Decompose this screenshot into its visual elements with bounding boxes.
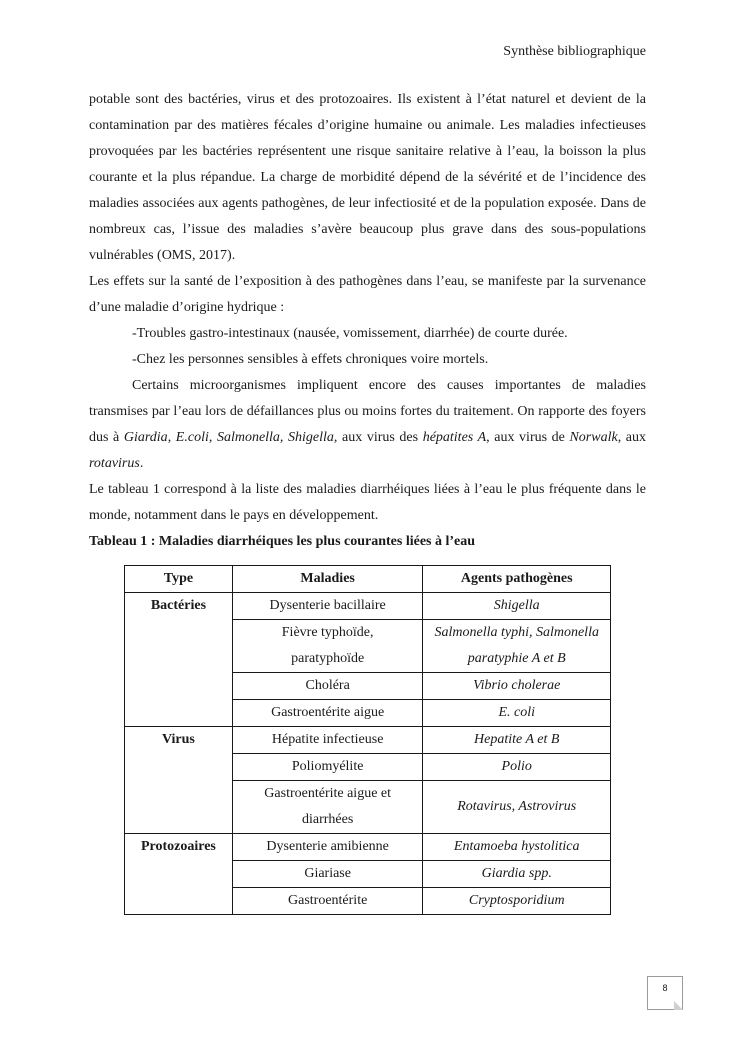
type-cell-bacteries: Bactéries	[125, 593, 233, 727]
text-run: .	[139, 456, 144, 471]
italic-text: hépatites A	[422, 430, 487, 445]
agent-cell: Hepatite A et B	[423, 727, 611, 754]
text-run: ,	[167, 430, 176, 445]
type-cell-virus: Virus	[125, 727, 233, 834]
column-header-agents: Agents pathogènes	[423, 566, 611, 593]
maladie-cell: Gastroentérite	[232, 888, 423, 915]
page-curl-icon	[674, 1001, 683, 1010]
agent-cell: Salmonella typhi, Salmonella paratyphie A et B	[423, 620, 611, 673]
maladie-cell: Dysenterie bacillaire	[232, 593, 423, 620]
page-number-box	[647, 976, 683, 1010]
text-run: , aux virus de	[486, 430, 570, 445]
table-row	[125, 727, 611, 754]
type-cell-protozoaires: Protozoaires	[125, 834, 233, 915]
running-header: Synthèse bibliographique	[503, 44, 646, 59]
agent-cell: Shigella	[423, 593, 611, 620]
maladie-cell: Gastroentérite aigue et diarrhées	[232, 781, 423, 834]
maladie-cell: Choléra	[232, 673, 423, 700]
maladie-cell: Poliomyélite	[232, 754, 423, 781]
agent-cell: Rotavirus, Astrovirus	[423, 781, 611, 834]
italic-text: Giardia	[123, 430, 168, 445]
maladie-cell: Fièvre typhoïde, paratyphoïde	[232, 620, 423, 673]
diseases-table	[124, 565, 611, 915]
maladie-cell: Hépatite infectieuse	[232, 727, 423, 754]
page-number: 8	[662, 983, 668, 993]
italic-text: rotavirus	[89, 456, 140, 471]
italic-text: Norwalk	[569, 430, 618, 445]
body-text	[89, 87, 646, 555]
table-caption: Tableau 1 : Maladies diarrhéiques les plus courantes liées à l’eau	[89, 534, 476, 549]
table-row	[125, 834, 611, 861]
agent-cell: Giardia spp.	[423, 861, 611, 888]
list-item: -Chez les personnes sensibles à effets chroniques voire mortels.	[132, 352, 489, 367]
maladie-cell: Gastroentérite aigue	[232, 700, 423, 727]
maladie-cell: Dysenterie amibienne	[232, 834, 423, 861]
list-item: -Troubles gastro-intestinaux (nausée, vomissement, diarrhée) de courte durée.	[132, 326, 568, 341]
table-row	[125, 593, 611, 620]
italic-text: E.coli, Salmonella, Shigella	[175, 430, 334, 445]
agent-cell: Vibrio cholerae	[423, 673, 611, 700]
text-run: , aux virus des	[333, 430, 423, 445]
text-run: Certains microorganismes impliquent encore des causes importantes de maladies transmises par l’eau lors de défaillances plus ou moins fortes du traitement. On rapporte des foyers dus à	[89, 378, 646, 445]
column-header-maladies: Maladies	[232, 566, 423, 593]
maladie-cell: Giariase	[232, 861, 423, 888]
column-header-type: Type	[125, 566, 233, 593]
agent-cell: Polio	[423, 754, 611, 781]
agent-cell: Entamoeba hystolitica	[423, 834, 611, 861]
table-header-row	[125, 566, 611, 593]
agent-cell: E. coli	[423, 700, 611, 727]
paragraph: Les effets sur la santé de l’exposition à des pathogènes dans l’eau, se manifeste par la survenance d’une maladie d’origine hydrique :	[89, 274, 646, 315]
text-run: , aux	[617, 430, 647, 445]
paragraph: potable sont des bactéries, virus et des protozoaires. Ils existent à l’état naturel et devient de la contamination par des matières fécales d’origine humaine ou animale. Les maladies infectieuses provoquées par les bactéries représentent une risque sanitaire relative à l’eau, la boisson la plus courante et la plus répandue. La charge de morbidité dépend de la sévérité et de l’incidence des maladies associées aux agents pathogènes, de leur infectiosité et de la population exposée. Dans de nombreux cas, l’issue des maladies s’avère beaucoup plus grave dans des sous-populations vulnérables (OMS, 2017).	[89, 92, 646, 263]
paragraph: Le tableau 1 correspond à la liste des maladies diarrhéiques liées à l’eau le plus fréquente dans le monde, notamment dans le pays en développement.	[89, 482, 646, 523]
paragraph	[89, 373, 646, 477]
agent-cell: Cryptosporidium	[423, 888, 611, 915]
